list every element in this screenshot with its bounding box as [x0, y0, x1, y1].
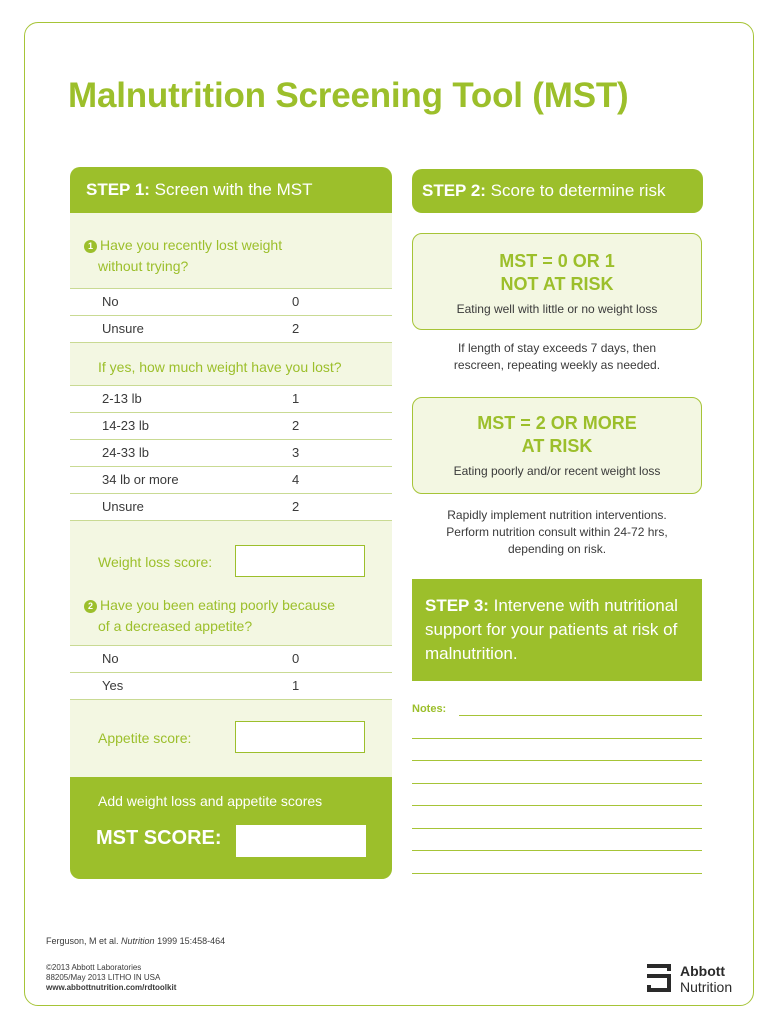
- step3-panel: [412, 579, 702, 681]
- not-at-risk-note: [412, 340, 702, 374]
- table-row: [70, 289, 392, 316]
- row-label: No: [102, 651, 119, 666]
- print-code: 88205/May 2013 LITHO IN USA: [46, 973, 161, 982]
- at-risk-desc: Eating poorly and/or recent weight loss: [453, 464, 661, 478]
- table-row: [70, 440, 392, 467]
- ref-rest: 1999 15:458-464: [154, 936, 226, 946]
- abbott-logo-icon: [644, 962, 674, 994]
- row-value: 0: [292, 651, 300, 666]
- question-2-line1: Have you been eating poorly because: [100, 597, 336, 613]
- question-1-line2: without trying?: [98, 258, 189, 274]
- row-value: 2: [292, 418, 300, 433]
- row-label: Unsure: [102, 321, 144, 336]
- notes-label: Notes:: [412, 703, 447, 715]
- website-link[interactable]: www.abbottnutrition.com/rdtoolkit: [46, 983, 177, 992]
- note-line: Rapidly implement nutrition interventions.: [447, 508, 667, 522]
- notes-line[interactable]: [412, 805, 702, 806]
- question-2-number-icon: 2: [84, 600, 97, 613]
- note-line: Perform nutrition consult within 24-72 hrs,: [446, 525, 668, 539]
- at-risk-line1: MST = 2 OR MORE: [477, 413, 637, 433]
- notes-line[interactable]: [412, 873, 702, 874]
- step3-text: Intervene with nutritional support for your patients at risk of malnutrition.: [425, 596, 678, 663]
- row-label: Unsure: [102, 499, 144, 514]
- weight-loss-score-field[interactable]: [235, 545, 365, 577]
- copyright-block: [46, 963, 176, 993]
- notes-line[interactable]: [412, 828, 702, 829]
- row-value: 2: [292, 321, 300, 336]
- table-row: [70, 386, 392, 413]
- mst-score-field[interactable]: [236, 825, 366, 857]
- not-at-risk-box: [412, 233, 702, 330]
- reference: [46, 936, 225, 946]
- notes-line[interactable]: [412, 760, 702, 761]
- step1-label: STEP 1:: [86, 180, 150, 199]
- appetite-score-label: Appetite score:: [98, 730, 192, 746]
- row-label: No: [102, 294, 119, 309]
- table-row: [70, 467, 392, 494]
- question-1-number-icon: 1: [84, 240, 97, 253]
- mst-score-label: MST SCORE:: [96, 827, 222, 849]
- notes-line[interactable]: [412, 738, 702, 739]
- weight-loss-table: [70, 385, 392, 521]
- question-2: [84, 595, 374, 637]
- question-1-line1: Have you recently lost weight: [100, 237, 283, 253]
- note-line: rescreen, repeating weekly as needed.: [453, 358, 661, 372]
- add-scores-text: Add weight loss and appetite scores: [98, 793, 323, 809]
- row-value: 4: [292, 472, 300, 487]
- at-risk-line2: AT RISK: [521, 436, 593, 456]
- mst-score-section: [70, 777, 392, 879]
- row-value: 2: [292, 499, 300, 514]
- row-value: 1: [292, 391, 300, 406]
- row-label: 2-13 lb: [102, 391, 142, 406]
- row-value: 1: [292, 678, 300, 693]
- notes-line[interactable]: [412, 850, 702, 851]
- row-value: 0: [292, 294, 300, 309]
- not-at-risk-line2: NOT AT RISK: [500, 274, 614, 294]
- page-title: Malnutrition Screening Tool (MST): [68, 76, 629, 115]
- row-label: 14-23 lb: [102, 418, 149, 433]
- row-label: 24-33 lb: [102, 445, 149, 460]
- notes-line[interactable]: [459, 715, 702, 716]
- note-line: If length of stay exceeds 7 days, then: [457, 341, 657, 355]
- row-label: Yes: [102, 678, 124, 693]
- ref-journal: Nutrition: [121, 936, 155, 946]
- question-1-table: [70, 288, 392, 343]
- not-at-risk-line1: MST = 0 OR 1: [499, 251, 615, 271]
- table-row: [70, 494, 392, 521]
- copyright: ©2013 Abbott Laboratories: [46, 963, 142, 972]
- at-risk-note: [412, 507, 702, 558]
- note-line: depending on risk.: [507, 542, 607, 556]
- not-at-risk-desc: Eating well with little or no weight loss: [456, 302, 658, 316]
- question-1: [84, 235, 374, 277]
- step1-panel: [70, 167, 392, 879]
- brand-division: Nutrition: [680, 979, 733, 995]
- at-risk-box: [412, 397, 702, 494]
- row-label: 34 lb or more: [102, 472, 179, 487]
- appetite-score-field[interactable]: [235, 721, 365, 753]
- row-value: 3: [292, 445, 300, 460]
- question-2-line2: of a decreased appetite?: [98, 618, 253, 634]
- table-row: [70, 646, 392, 673]
- ref-author: Ferguson, M et al.: [46, 936, 122, 946]
- step1-header: [70, 167, 392, 213]
- step3-label: STEP 3:: [425, 596, 489, 615]
- step1-text: Screen with the MST: [154, 180, 313, 199]
- table-row: [70, 413, 392, 440]
- brand-name: Abbott: [680, 963, 726, 979]
- notes-line[interactable]: [412, 783, 702, 784]
- step2-label: STEP 2:: [422, 181, 486, 200]
- step2-text: Score to determine risk: [490, 181, 666, 200]
- question-1b: If yes, how much weight have you lost?: [98, 359, 342, 375]
- weight-loss-score-label: Weight loss score:: [98, 554, 213, 570]
- question-2-table: [70, 645, 392, 700]
- table-row: [70, 316, 392, 343]
- step2-header: [412, 169, 703, 213]
- table-row: [70, 673, 392, 700]
